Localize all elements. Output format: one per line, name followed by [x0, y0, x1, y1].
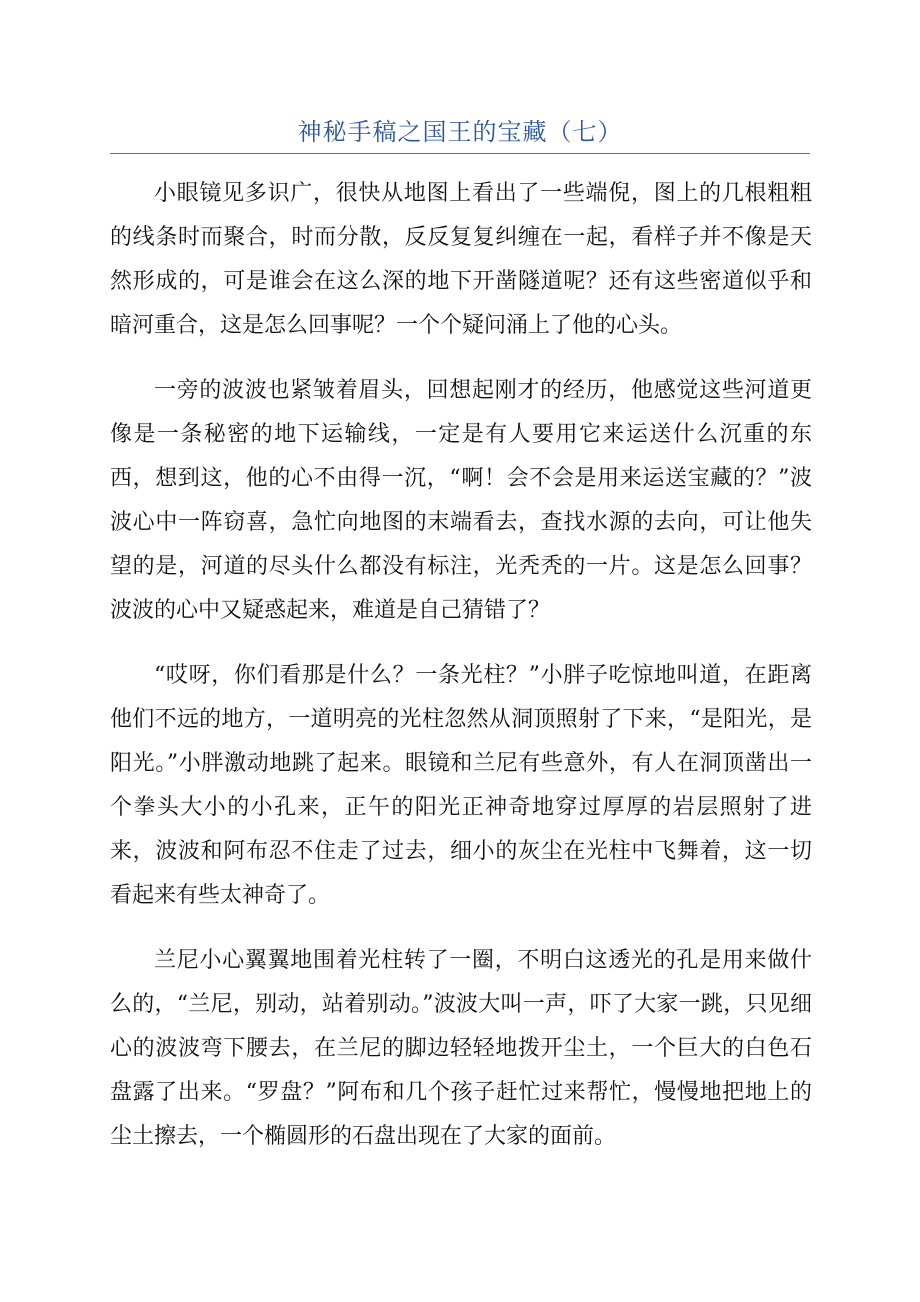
paragraph-3: “哎呀，你们看那是什么？一条光柱？”小胖子吃惊地叫道，在距离他们不远的地方，一道明亮的光柱忽然从洞顶照射了下来，“是阳光，是阳光。”小胖激动地跳了起来。眼镜和兰尼有些意外，有人在洞顶凿出一个拳头大小的小孔来，正午的阳光正神奇地穿过厚厚的岩层照射了进来，波波和阿布忍不住走了过去，细小的灰尘在光柱中飞舞着，这一切看起来有些太神奇了。	[110, 663, 812, 908]
paragraph-2: 一旁的波波也紧皱着眉头，回想起刚才的经历，他感觉这些河道更像是一条秘密的地下运输线，一定是有人要用它来运送什么沉重的东西，想到这，他的心不由得一沉，“啊！会不会是用来运送宝藏的？”波波心中一阵窃喜，急忙向地图的末端看去，查找水源的去向，可让他失望的是，河道的尽头什么都没有标注，光秃秃的一片。这是怎么回事？波波的心中又疑惑起来，难道是自己猜错了？	[110, 378, 812, 623]
title-underline-rule	[110, 153, 810, 154]
paragraph-1: 小眼镜见多识广，很快从地图上看出了一些端倪，图上的几根粗粗的线条时而聚合，时而分散，反反复复纠缠在一起，看样子并不像是天然形成的，可是谁会在这么深的地下开凿隧道呢？还有这些密道似乎和暗河重合，这是怎么回事呢？一个个疑问涌上了他的心头。	[110, 181, 812, 338]
document-body	[110, 172, 812, 1180]
document-title: 神秘手稿之国王的宝藏（七）	[297, 118, 623, 146]
paragraph-4: 兰尼小心翼翼地围着光柱转了一圈，不明白这透光的孔是用来做什么的，“兰尼，别动，站着别动。”波波大叫一声，吓了大家一跳，只见细心的波波弯下腰去，在兰尼的脚边轻轻地拨开尘土，一个巨大的白色石盘露了出来。“罗盘？”阿布和几个孩子赶忙过来帮忙，慢慢地把地上的尘土擦去，一个椭圆形的石盘出现在了大家的面前。	[110, 948, 812, 1149]
